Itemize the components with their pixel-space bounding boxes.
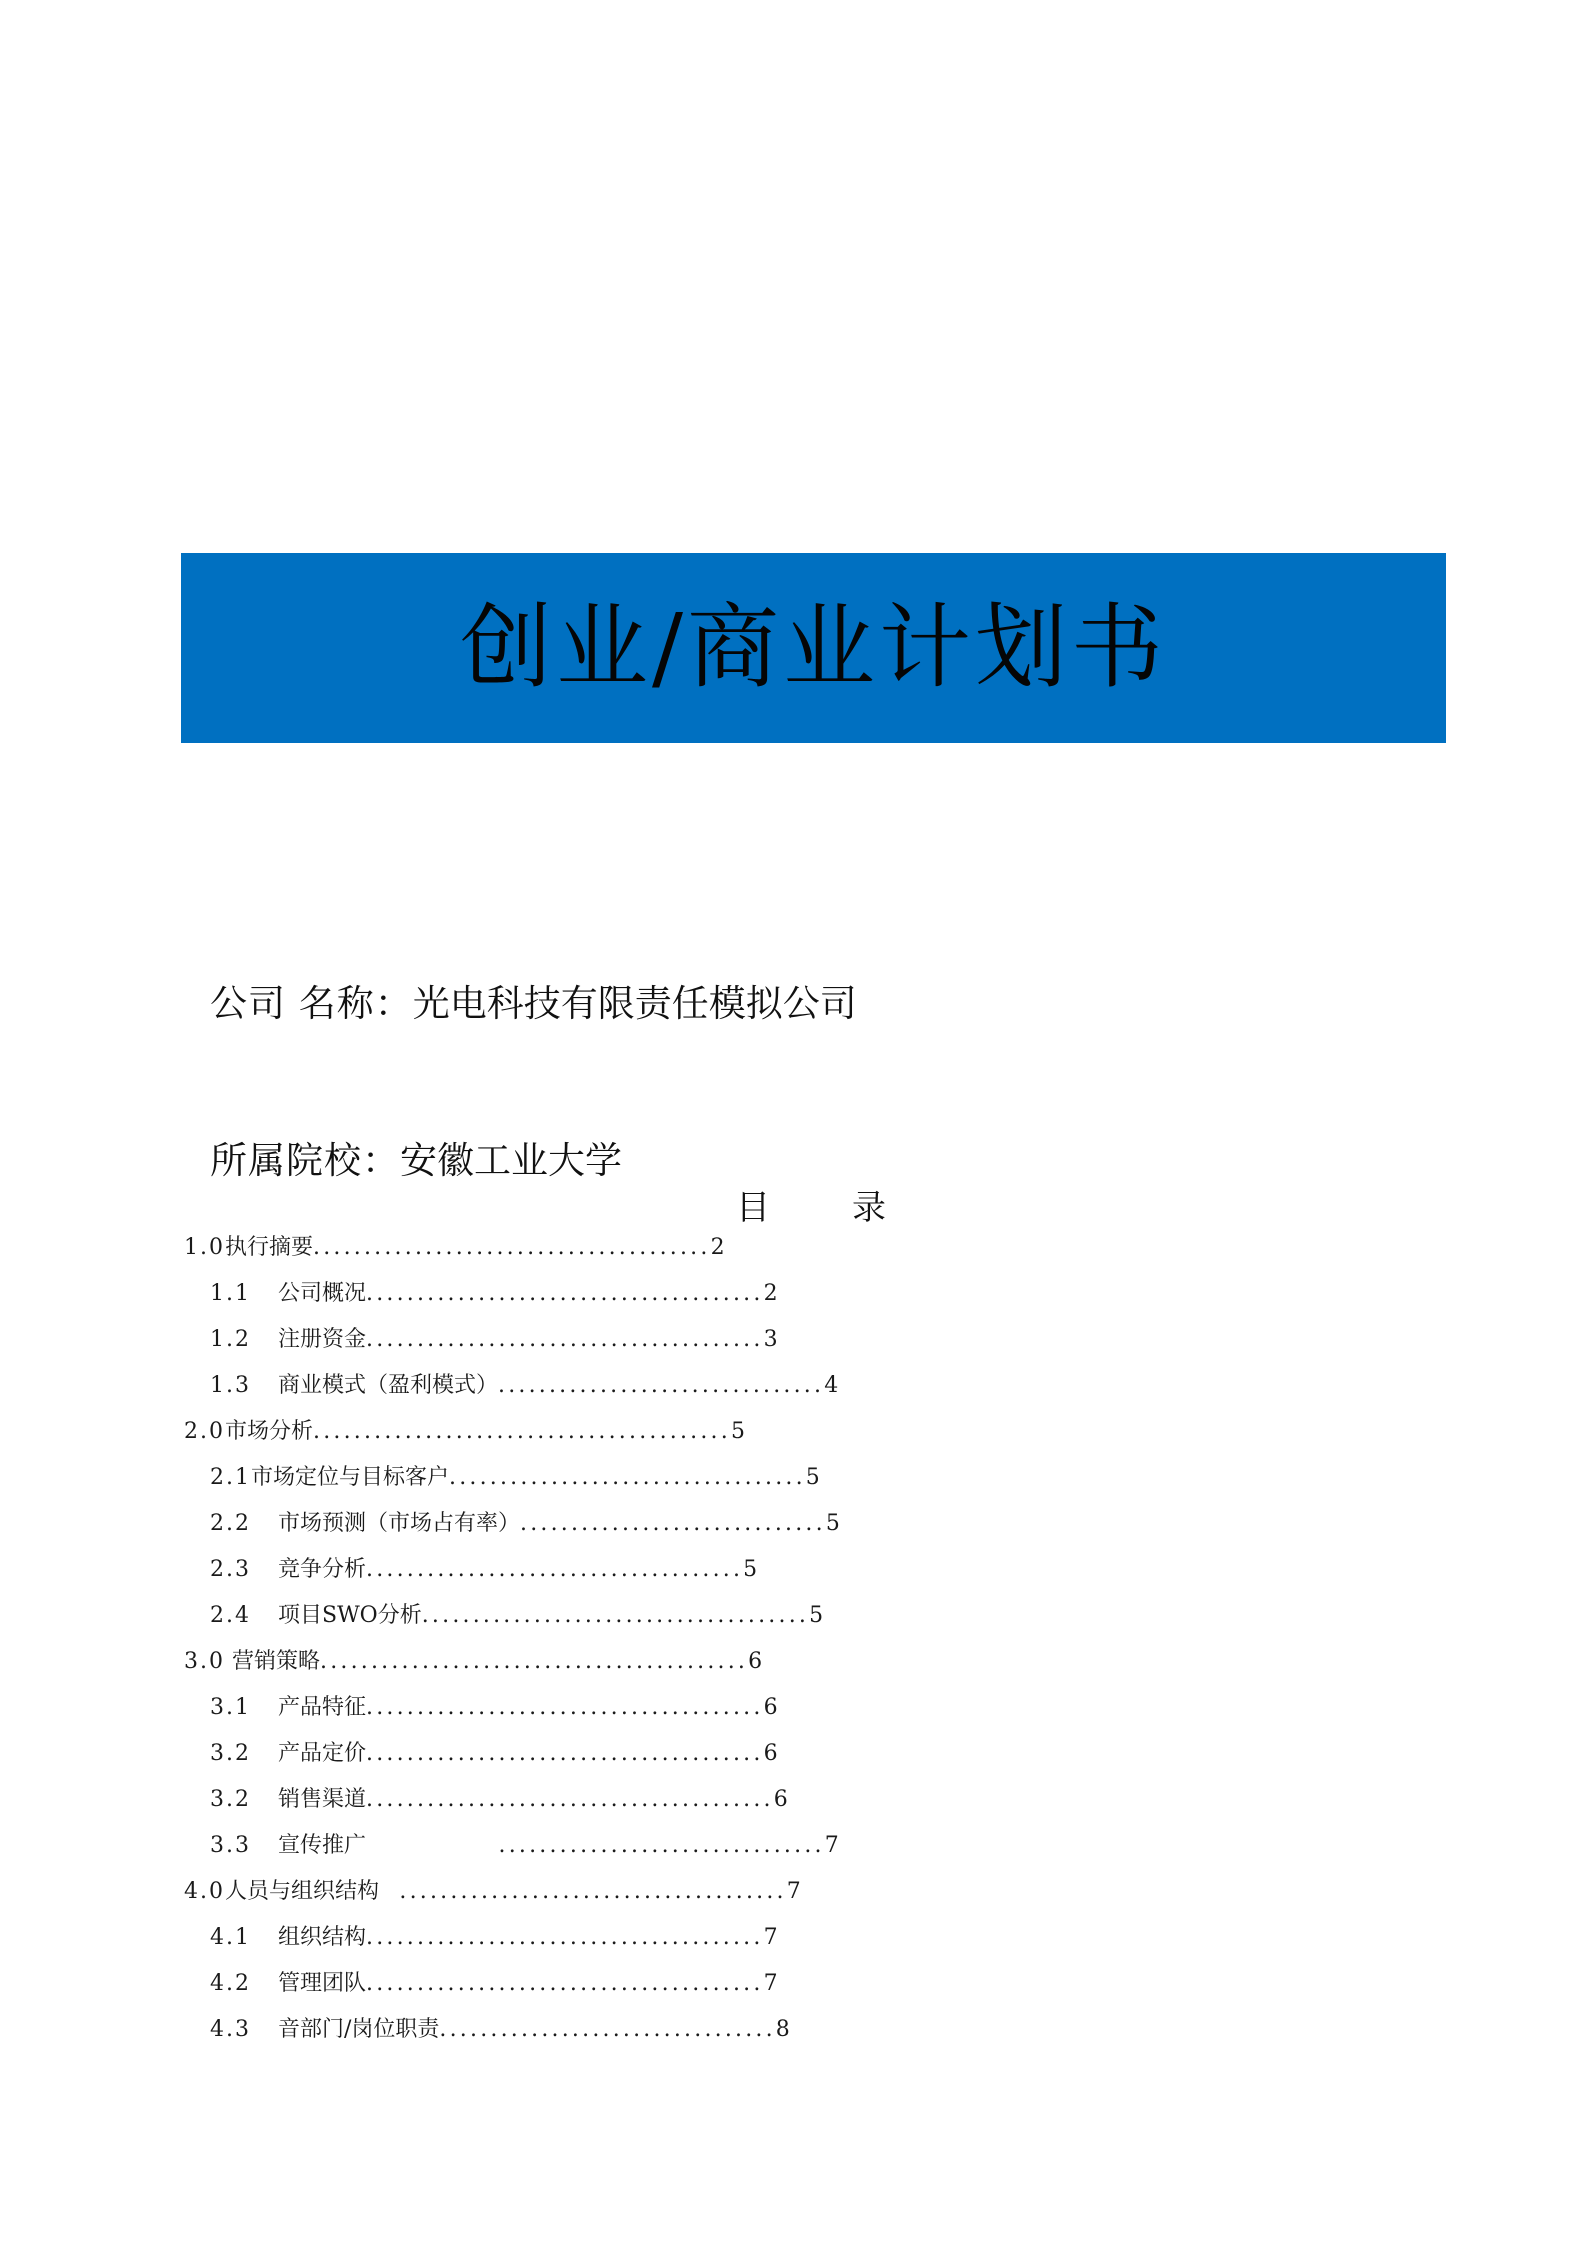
toc-entry-number: 4.1 [210,1925,251,1950]
toc-leader-dots: ....................................... [366,1283,764,1305]
toc-leader-dots: ........................................ [366,1789,774,1811]
toc-entry-title: 产品定价 [278,1741,367,1766]
toc-entry-number: 4.3 [210,2017,251,2042]
toc-leader-dots: .............................. [520,1513,826,1535]
toc-entry-title: 项目SWO分析 [278,1603,422,1628]
toc-entry[interactable] [210,1513,840,1535]
toc-leader-dots: ....................................... [366,1927,764,1949]
toc-leader-dots: ....................................... [313,1237,711,1259]
toc-entry[interactable] [210,1789,788,1811]
toc-entry[interactable] [210,1743,778,1765]
school-label: 所属院校： [210,1139,400,1182]
toc-leader-dots: .......................................... [320,1651,749,1673]
toc-entry[interactable] [184,1421,745,1443]
toc-leader-dots: ......................................... [313,1421,731,1443]
toc-page-number: 2 [710,1235,725,1260]
toc-entry[interactable] [210,1973,778,1995]
toc-leader-dots: ................................ [498,1375,825,1397]
toc-page-number: 7 [824,1833,839,1858]
toc-leader-dots: ....................................... [366,1743,764,1765]
toc-entry-number: 3.3 [210,1833,251,1858]
toc-entry-title: 注册资金 [278,1327,367,1352]
company-name-label: 公司 名称： [210,982,413,1025]
toc-page-number: 6 [748,1649,763,1674]
toc-entry[interactable] [210,1375,838,1397]
toc-entry-title: 执行摘要 [225,1235,314,1260]
toc-entry-title: 宣传推广 [278,1833,367,1858]
toc-entry-title: 产品特征 [278,1695,367,1720]
toc-leader-dots: ................................... [449,1467,806,1489]
toc-page-number: 4 [824,1373,839,1398]
toc-entry[interactable] [210,1467,820,1489]
toc-entry-title: 销售渠道 [278,1787,367,1812]
toc-entry[interactable] [210,1605,823,1627]
toc-page-number: 5 [730,1419,745,1444]
toc-entry-number: 1.3 [210,1373,251,1398]
toc-entry[interactable] [184,1881,801,1903]
school-line [210,1130,622,1184]
toc-entry-title: 人员与组织结构 [225,1879,380,1904]
toc-entry-title: 竞争分析 [278,1557,367,1582]
toc-entry-title: 市场定位与目标客户 [251,1465,450,1490]
toc-entry-number: 1.2 [210,1327,251,1352]
toc-heading-char: 目 [736,1188,770,1228]
toc-entry-number: 2.2 [210,1511,251,1536]
toc-entry-number: 2.1 [210,1465,251,1490]
toc-entry-title: 音部门/岗位职责 [278,2017,440,2042]
toc-leader-dots: ....................................... [366,1697,764,1719]
toc-entry-title: 管理团队 [278,1971,367,1996]
company-name-line [210,973,857,1027]
toc-entry-title: 市场预测（市场占有率） [278,1511,521,1536]
toc-entry[interactable] [210,2019,790,2041]
toc-leader-dots: ....................................... [366,1329,764,1351]
toc-entry-title: 营销策略 [232,1649,321,1674]
toc-leader-dots: ................................. [439,2019,776,2041]
toc-entry-title: 组织结构 [278,1925,367,1950]
toc-page-number: 5 [825,1511,840,1536]
company-name-value: 光电科技有限责任模拟公司 [412,982,857,1025]
toc-entry[interactable] [184,1237,725,1259]
toc-entry-number: 2.4 [210,1603,251,1628]
toc-entry-number: 4.2 [210,1971,251,1996]
toc-page-number: 8 [775,2017,790,2042]
toc-leader-dots: ................................ [366,1835,825,1857]
toc-entry-title: 公司概况 [278,1281,367,1306]
toc-page-number: 6 [773,1787,788,1812]
toc-entry-number: 2.0 [184,1419,225,1444]
toc-heading-char: 录 [852,1188,886,1228]
toc-entry-title: 市场分析 [225,1419,314,1444]
toc-entry[interactable] [210,1697,778,1719]
toc-entry-number: 3.1 [210,1695,251,1720]
toc-page-number: 3 [763,1327,778,1352]
toc-page-number: 6 [763,1741,778,1766]
toc-entry-number: 4.0 [184,1879,225,1904]
school-value: 安徽工业大学 [400,1139,622,1182]
toc-leader-dots: ...................................... [421,1605,810,1627]
toc-leader-dots: ..................................... [366,1559,744,1581]
toc-entry-number: 3.2 [210,1787,251,1812]
toc-entry[interactable] [210,1559,757,1581]
toc-entry[interactable] [184,1651,762,1673]
toc-page-number: 2 [763,1281,778,1306]
toc-page-number: 7 [786,1879,801,1904]
toc-entry-title: 商业模式（盈利模式） [278,1373,499,1398]
toc-page-number: 5 [809,1603,824,1628]
toc-entry[interactable] [210,1927,778,1949]
toc-entry-number: 1.1 [210,1281,251,1306]
toc-entry[interactable] [210,1329,778,1351]
toc-leader-dots: ...................................... [379,1881,787,1903]
toc-page-number: 5 [805,1465,820,1490]
toc-entry-number: 2.3 [210,1557,251,1582]
toc-page-number: 7 [763,1925,778,1950]
toc-page-number: 5 [743,1557,758,1582]
toc-entry-number: 3.0 [184,1649,225,1674]
toc-entry-number: 1.0 [184,1235,225,1260]
document-title: 创业/商业计划书 [460,594,1167,701]
toc-entry[interactable] [210,1835,839,1857]
title-banner [181,553,1446,743]
toc-entry-number: 3.2 [210,1741,251,1766]
toc-page-number: 6 [763,1695,778,1720]
toc-page-number: 7 [763,1971,778,1996]
toc-entry[interactable] [210,1283,778,1305]
toc-heading [736,1180,886,1229]
toc-leader-dots: ....................................... [366,1973,764,1995]
